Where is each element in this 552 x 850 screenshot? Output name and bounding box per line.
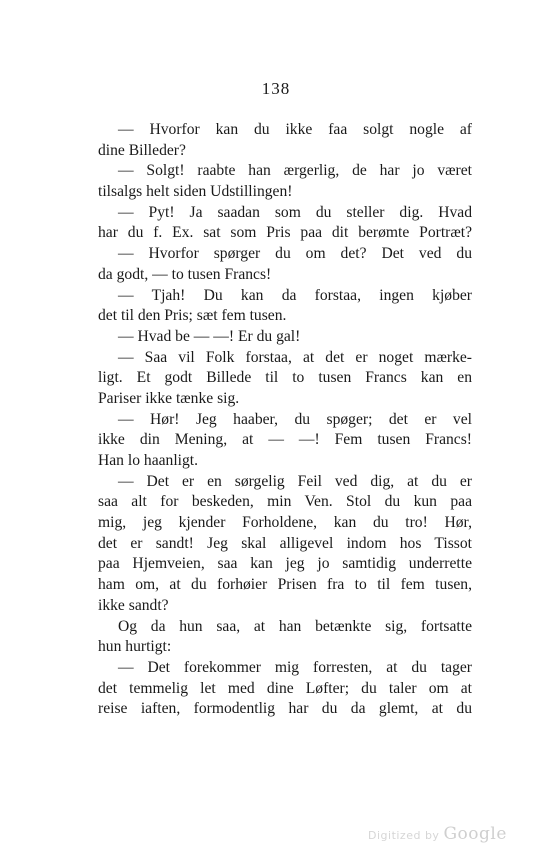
text-line: — Tjah! Du kan da forstaa, ingen kjøber [118, 286, 472, 304]
text-line: Han lo haanligt. [98, 452, 199, 469]
text-line: Pariser ikke tænke sig. [98, 389, 240, 407]
text-line: — Hvorfor spørger du om det? Det ved du [118, 245, 472, 263]
text-line: da godt, — to tusen Francs! [98, 265, 272, 283]
digitizer-watermark [368, 824, 507, 844]
text-line: — Solgt! raabte han ærgerlig, de har jo været [118, 162, 472, 180]
text-line: — Hør! Jeg haaber, du spøger; det er vel [118, 410, 472, 428]
text-line: det er sandt! Jeg skal alligevel indom hos Tissot [98, 534, 472, 552]
text-line: dine Billeder? [98, 141, 186, 159]
page-number: 138 [261, 79, 291, 98]
text-line: hun hurtigt: [98, 638, 172, 656]
text-line: reise iaften, formodentlig har du da glemt, at du [98, 700, 472, 718]
watermark-logo-text: Google [443, 824, 507, 844]
text-line: paa Hjemveien, saa kan jeg jo samtidig underrette [98, 555, 472, 573]
text-line: ikke din Mening, at — —! Fem tusen Francs! [98, 431, 472, 449]
text-line: tilsalgs helt siden Udstillingen! [98, 183, 293, 201]
text-line: Og da hun saa, at han betænkte sig, fortsatte [118, 617, 472, 635]
text-line: det temmelig let med dine Løfter; du taler om at [98, 679, 472, 697]
watermark-small-text: Digitized by [368, 829, 440, 842]
text-line: ham om, at du forhøier Prisen fra to til fem tusen, [98, 576, 472, 594]
text-line: — Hvad be — —! Er du gal! [118, 327, 301, 345]
text-line: det til den Pris; sæt fem tusen. [98, 307, 287, 325]
text-line: — Det er en sørgelig Feil ved dig, at du er [118, 472, 472, 490]
text-line: saa alt for beskeden, min Ven. Stol du kun paa [98, 493, 472, 511]
text-line: — Det forekommer mig forresten, at du tager [118, 658, 472, 676]
text-line: — Pyt! Ja saadan som du steller dig. Hvad [118, 203, 472, 221]
text-line: ikke sandt? [98, 596, 169, 614]
text-line: ligt. Et godt Billede til to tusen Francs kan en [98, 369, 472, 387]
text-body [98, 120, 472, 720]
text-line: — Saa vil Folk forstaa, at det er noget mærke- [118, 348, 472, 366]
text-line: — Hvorfor kan du ikke faa solgt nogle af [118, 121, 472, 138]
text-line: mig, jeg kjender Forholdene, kan du tro! Hør, [98, 514, 472, 532]
text-line: har du f. Ex. sat som Pris paa dit berømte Portræt? [98, 224, 472, 242]
